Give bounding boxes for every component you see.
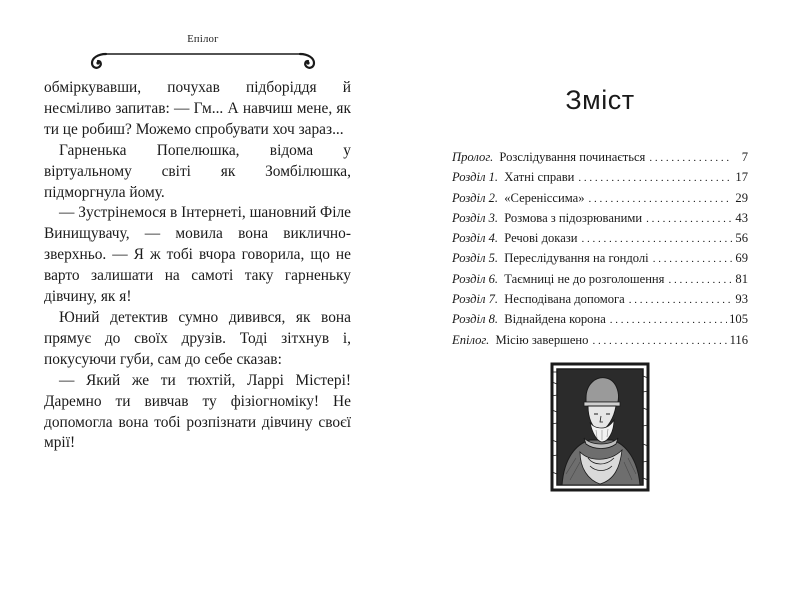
right-page <box>400 0 800 600</box>
toc-entry-page: 116 <box>729 332 748 347</box>
toc-entry-label: Розділ 5. <box>452 251 499 266</box>
toc-entry-title: Таємниці не до розголошення <box>504 271 665 286</box>
toc-entry-label: Розділ 8. <box>452 312 499 327</box>
doge-portrait-icon <box>550 362 650 492</box>
toc-entry-title: Розслідування починається <box>499 150 646 164</box>
leader-dots <box>610 314 727 326</box>
toc-entry-label: Епілог. <box>452 332 490 347</box>
toc-entry-title: Розмова з підозрюваними <box>504 210 643 225</box>
toc-entry-label: Розділ 3. <box>452 210 499 225</box>
toc-entry-page: 56 <box>735 231 748 246</box>
toc-entry[interactable] <box>452 312 748 332</box>
paragraph: Юний детектив сумно дивився, як вона прямує до своїх друзів. Тоді зітхнув і, покусуючи губи, сам до себе сказав: <box>44 308 351 368</box>
toc-entry-label: Розділ 4. <box>452 231 499 246</box>
toc-entry[interactable] <box>452 251 748 271</box>
toc-entry[interactable] <box>452 272 748 292</box>
table-of-contents <box>452 150 748 353</box>
toc-entry-page: 29 <box>735 190 748 205</box>
leader-dots <box>653 253 732 265</box>
toc-entry-label: Розділ 2. <box>452 190 499 205</box>
scroll-ornament-icon <box>86 44 320 70</box>
leader-dots <box>578 172 732 184</box>
toc-entry-label: Розділ 1. <box>452 170 499 185</box>
toc-entry-page: 93 <box>735 292 748 307</box>
leader-dots <box>629 294 732 306</box>
paragraph: — Зустрінемося в Інтернеті, шановний Філе Винищувачу, — мовила вона виклично-зверхньо. — Я ж тобі вчора говорила, що не варто залишати на самоті таку гарненьку дівчину, як я! <box>44 204 351 306</box>
toc-entry[interactable] <box>452 150 748 170</box>
toc-entry-page: 69 <box>735 251 748 266</box>
leader-dots <box>592 335 727 347</box>
paragraph: Гарненька Попелюшка, відома у віртуальному світі як Зомбілюшка, підморгнула йому. <box>44 141 351 201</box>
toc-entry-page: 17 <box>735 170 748 185</box>
leader-dots <box>668 274 732 286</box>
toc-entry-page: 43 <box>735 210 748 225</box>
leader-dots <box>649 152 732 164</box>
toc-entry[interactable] <box>452 191 748 211</box>
toc-entry-page: 7 <box>741 150 748 164</box>
toc-entry-label: Розділ 7. <box>452 292 499 307</box>
toc-entry-title: Переслідування на гондолі <box>504 251 649 266</box>
leader-dots <box>589 193 733 205</box>
toc-entry[interactable] <box>452 231 748 251</box>
toc-entry-title: Місію завершено <box>495 332 589 347</box>
toc-entry-label: Пролог. <box>452 150 494 164</box>
toc-entry-label: Розділ 6. <box>452 271 499 286</box>
toc-entry[interactable] <box>452 211 748 231</box>
paragraph: обміркувавши, почухав підборіддя й несміливо запитав: — Гм... А навчиш мене, як ти це робиш? Можемо спробувати хоч зараз... <box>44 79 351 138</box>
toc-entry-page: 81 <box>735 271 748 286</box>
toc-entry[interactable] <box>452 292 748 312</box>
leader-dots <box>646 213 732 225</box>
toc-entry-page: 105 <box>729 312 748 327</box>
toc-entry-title: «Серeніссима» <box>504 190 585 205</box>
toc-entry[interactable] <box>452 170 748 190</box>
paragraph: — Який же ти тюхтій, Ларрі Містері! Даремно ти вивчав ту фізіогноміку! Не допомогла вона тобі розпізнати дівчину своєї мрії! <box>44 371 351 452</box>
toc-entry[interactable] <box>452 333 748 353</box>
toc-entry-title: Речові докази <box>504 231 578 246</box>
toc-entry-title: Віднайдена корона <box>504 312 606 327</box>
leader-dots <box>582 233 732 245</box>
toc-title: Зміст <box>565 85 635 115</box>
running-head: Епілог <box>187 34 219 45</box>
toc-entry-title: Хатні справи <box>504 170 575 185</box>
chapter-body-text <box>44 78 351 454</box>
toc-entry-title: Несподівана допомога <box>504 292 625 307</box>
